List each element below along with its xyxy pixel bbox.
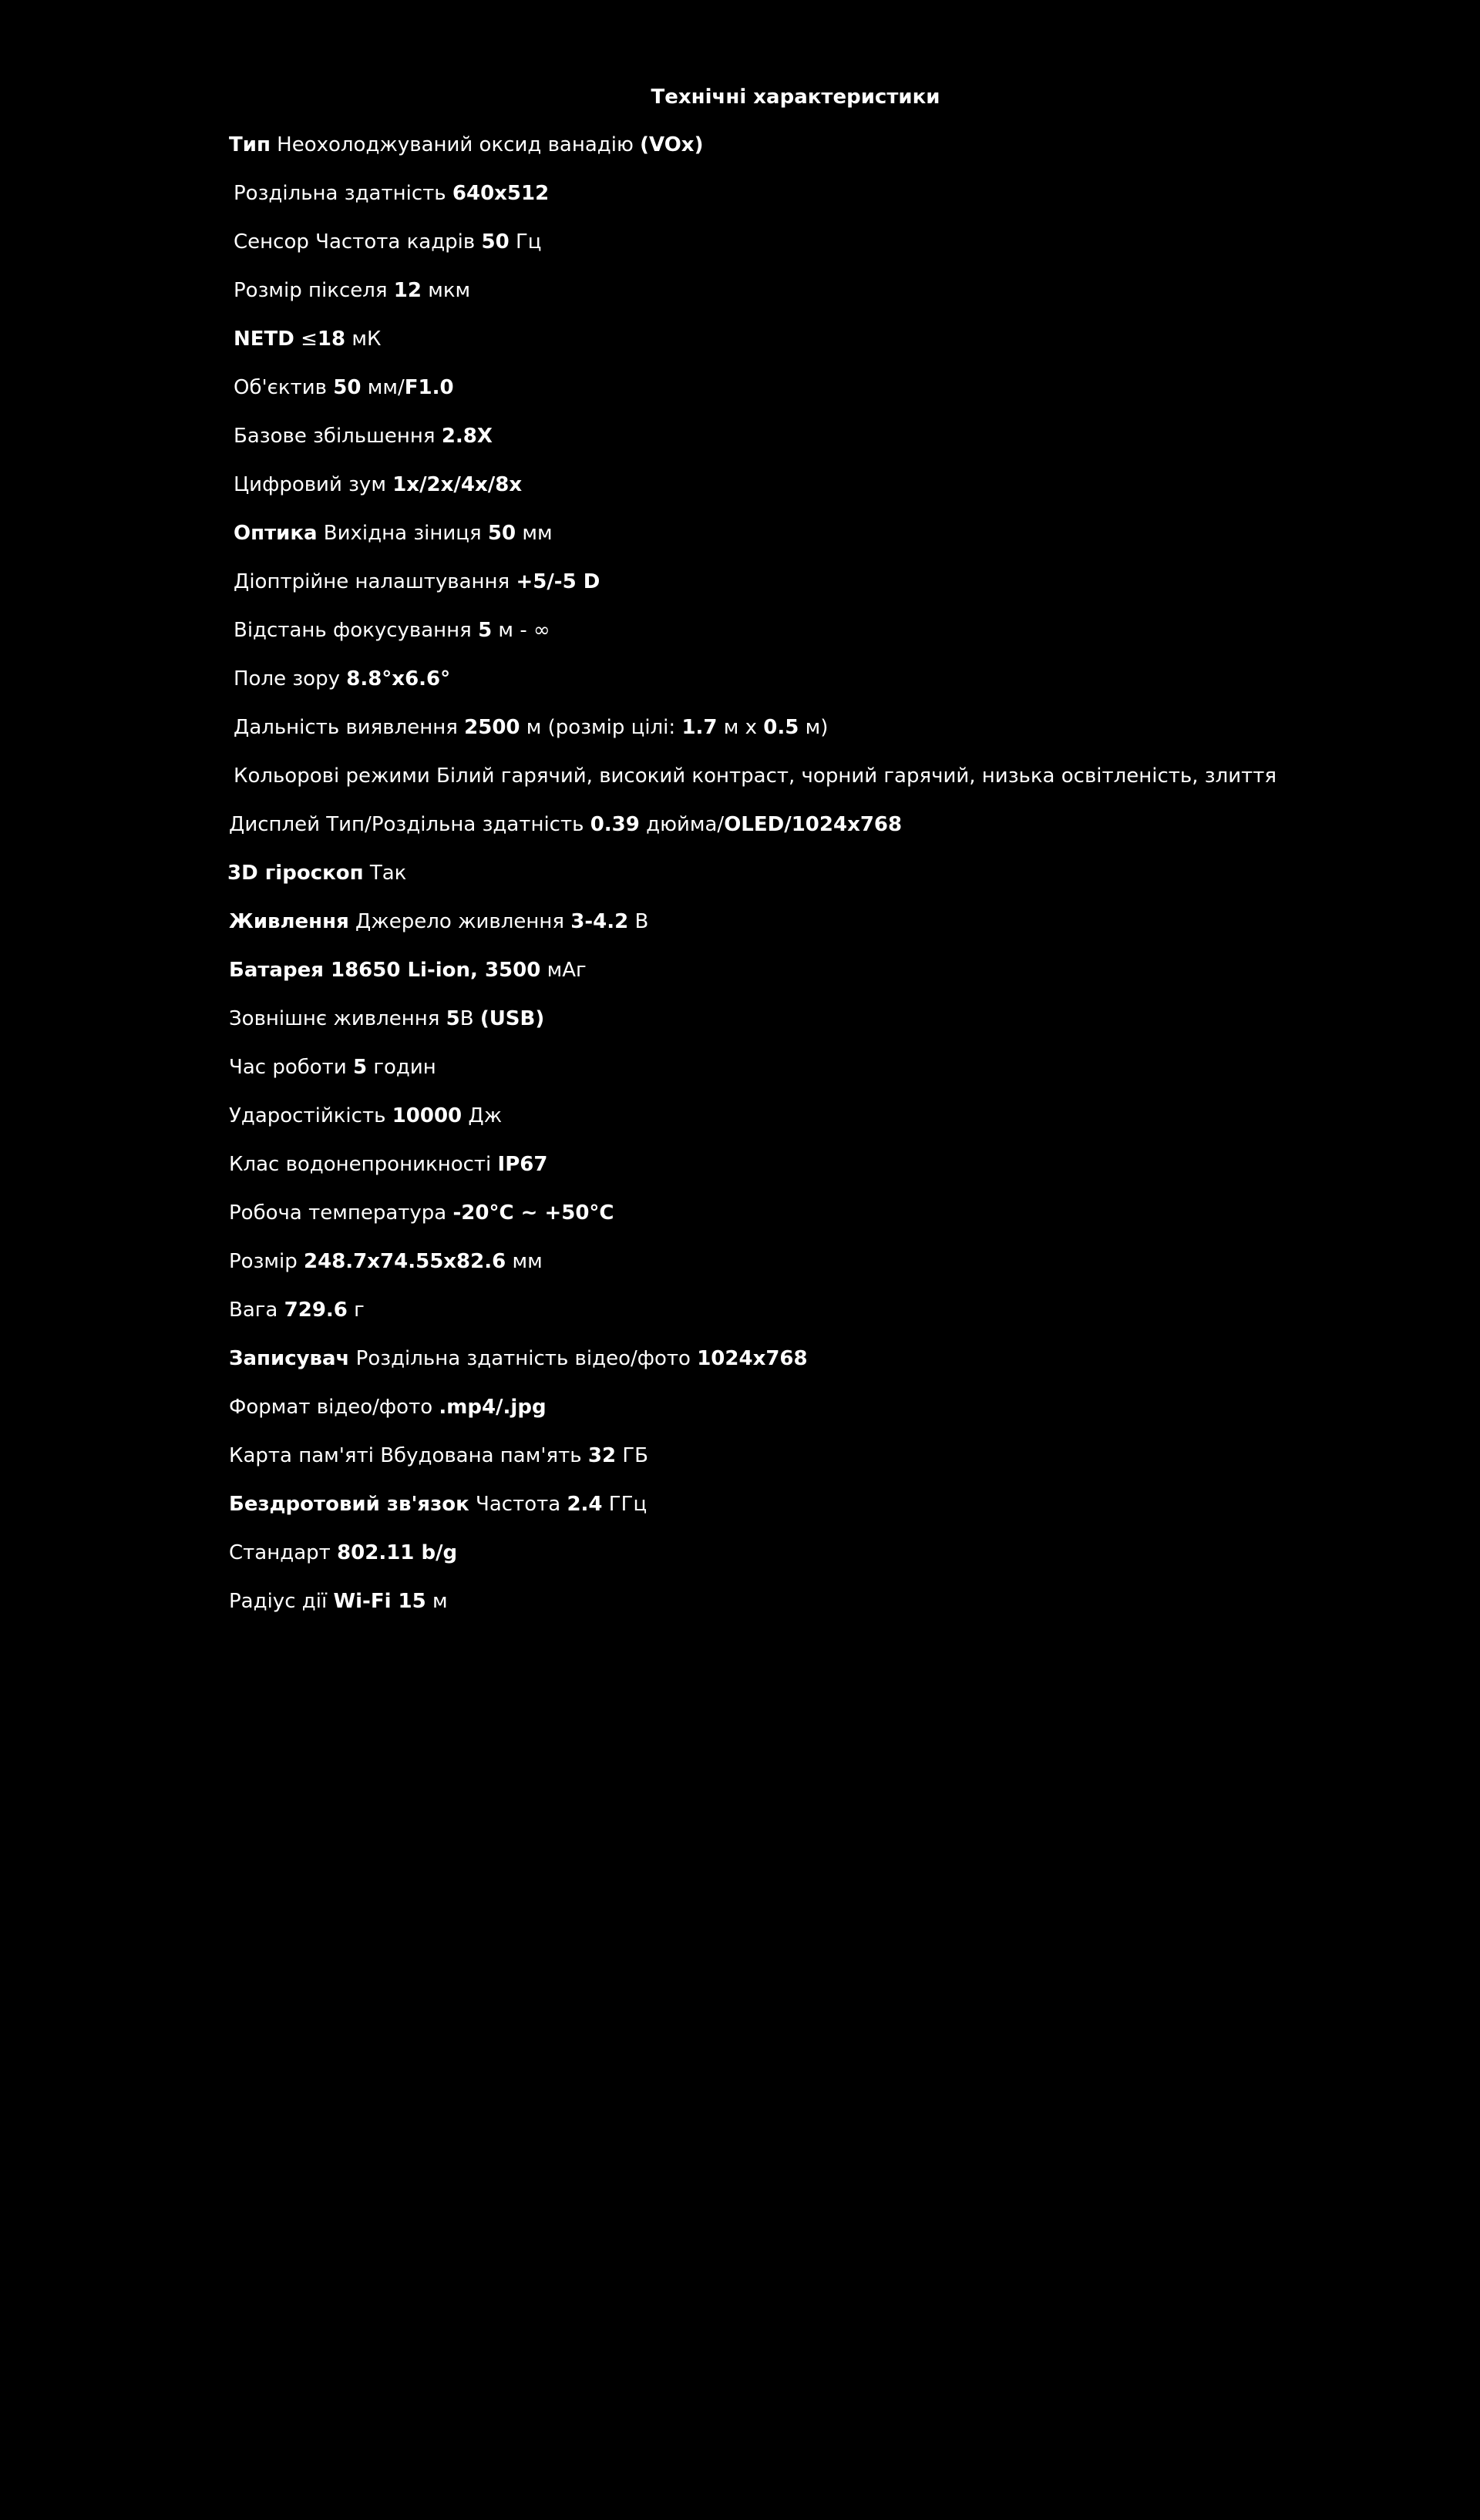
spec-text: Розмір	[229, 1250, 304, 1273]
spec-value: -20°C ~ +50°C	[452, 1201, 614, 1225]
spec-value: (USB)	[479, 1007, 545, 1030]
spec-text: Клас водонепроникності	[229, 1153, 498, 1176]
spec-unit: Дж	[462, 1104, 503, 1127]
spec-text: Роздільна здатність відео/фото	[349, 1347, 698, 1370]
spec-value: 1024x768	[697, 1347, 808, 1370]
spec-row-type	[229, 128, 1431, 176]
spec-text: Джерело живлення	[348, 910, 571, 933]
spec-unit: дюйма/	[639, 813, 725, 836]
spec-row-color-modes	[229, 759, 1431, 808]
spec-value: 18	[317, 328, 346, 351]
spec-value: F1.0	[404, 376, 454, 399]
spec-text: Дальність виявлення	[234, 716, 465, 739]
spec-value: OLED/1024x768	[724, 813, 903, 836]
spec-text: Час роботи	[229, 1056, 353, 1079]
spec-unit: мм	[516, 522, 553, 545]
spec-row-media-format	[229, 1390, 1431, 1439]
spec-text: Відстань фокусування	[234, 619, 479, 642]
spec-row-power	[229, 905, 1431, 953]
spec-text: Вихідна зіниця	[317, 522, 488, 545]
spec-value: 12	[393, 279, 422, 302]
spec-value: 2.4	[567, 1493, 603, 1516]
spec-value: 1.7	[681, 716, 718, 739]
spec-unit: годин	[367, 1056, 436, 1079]
spec-row-frame-rate	[229, 225, 1431, 274]
spec-value: .mp4/.jpg	[439, 1396, 547, 1419]
spec-value: 0.39	[590, 813, 640, 836]
spec-row-resolution	[229, 176, 1431, 225]
spec-text: м (розмір цілі:	[520, 716, 682, 739]
spec-text: Розмір пікселя	[234, 279, 394, 302]
spec-row-external-power	[229, 1002, 1431, 1050]
spec-value: 802.11 b/g	[337, 1541, 458, 1564]
spec-text: м x	[717, 716, 764, 739]
spec-text: Формат відео/фото	[229, 1396, 439, 1419]
spec-text: Сенсор Частота кадрів	[234, 230, 482, 254]
spec-unit: мК	[345, 328, 382, 351]
spec-row-operating-temperature	[229, 1196, 1431, 1245]
spec-value: 3-4.2	[570, 910, 629, 933]
spec-unit: мм/	[361, 376, 405, 399]
spec-value: 640x512	[452, 182, 550, 205]
spec-label: NETD	[234, 328, 294, 351]
spec-row-diopter	[229, 565, 1431, 613]
spec-unit: ГБ	[616, 1444, 649, 1467]
spec-row-recorder	[229, 1342, 1431, 1390]
spec-row-netd	[229, 322, 1431, 371]
spec-row-optics	[229, 516, 1431, 565]
spec-text: Зовнішнє живлення	[229, 1007, 446, 1030]
spec-value: 2500	[464, 716, 520, 739]
spec-text: Неохолоджуваний оксид ванадію	[270, 133, 641, 156]
spec-unit: м	[426, 1590, 448, 1613]
spec-unit: В	[628, 910, 649, 933]
spec-row-gyroscope	[227, 856, 1431, 905]
spec-text: ≤	[294, 328, 318, 351]
spec-value: 1x/2x/4x/8x	[392, 473, 523, 496]
spec-label: Батарея	[229, 959, 324, 982]
spec-row-runtime	[229, 1050, 1431, 1099]
spec-unit: В	[459, 1007, 480, 1030]
spec-value: 5	[478, 619, 493, 642]
spec-text: Частота	[469, 1493, 567, 1516]
spec-value: 5	[352, 1056, 368, 1079]
spec-value: 8.8°x6.6°	[346, 667, 451, 690]
spec-row-base-magnification	[229, 419, 1431, 468]
spec-text: Роздільна здатність	[234, 182, 452, 205]
spec-value: 729.6	[284, 1299, 348, 1322]
spec-value: Wi-Fi 15	[333, 1590, 426, 1613]
spec-value: 32	[587, 1444, 617, 1467]
spec-row-display	[229, 808, 1431, 856]
spec-value: 50	[333, 376, 362, 399]
spec-value: 18650 Li-ion, 3500	[323, 959, 541, 982]
spec-text: Стандарт	[229, 1541, 338, 1564]
spec-unit: м - ∞	[492, 619, 550, 642]
spec-row-waterproof	[229, 1147, 1431, 1196]
spec-text: Карта пам'яті Вбудована пам'ять	[229, 1444, 588, 1467]
spec-row-detection-range	[229, 711, 1431, 759]
spec-unit: г	[347, 1299, 365, 1322]
spec-row-focus-distance	[229, 613, 1431, 662]
spec-label: 3D гіроскоп	[227, 862, 364, 885]
spec-unit: мкм	[421, 279, 471, 302]
spec-row-lens	[229, 371, 1431, 419]
spec-value: 10000	[392, 1104, 462, 1127]
spec-text: Поле зору	[234, 667, 347, 690]
spec-row-battery	[229, 953, 1431, 1002]
spec-value: 2.8X	[441, 425, 493, 448]
spec-row-standard	[229, 1536, 1431, 1584]
spec-row-shock-resistance	[229, 1099, 1431, 1147]
spec-value: +5/-5 D	[516, 570, 600, 593]
spec-text: Радіус дії	[229, 1590, 334, 1613]
spec-row-wifi-range	[229, 1584, 1431, 1633]
spec-label: Живлення	[229, 910, 349, 933]
spec-label: Записувач	[229, 1347, 350, 1370]
spec-text: Цифровий зум	[234, 473, 393, 496]
spec-row-digital-zoom	[229, 468, 1431, 516]
spec-label: Оптика	[234, 522, 318, 545]
spec-text: Дисплей Тип/Роздільна здатність	[229, 813, 590, 836]
spec-text: м)	[799, 716, 829, 739]
spec-text: Кольорові режими Білий гарячий, високий контраст, чорний гарячий, низька освітленість, злиття	[234, 764, 1277, 788]
spec-unit: мм	[506, 1250, 543, 1273]
spec-value: IP67	[497, 1153, 548, 1176]
spec-unit: ГГц	[602, 1493, 648, 1516]
spec-label: Бездротовий зв'язок	[229, 1493, 469, 1516]
spec-value: 50	[481, 230, 510, 254]
spec-unit: мАг	[540, 959, 587, 982]
spec-value: 248.7x74.55x82.6	[304, 1250, 506, 1273]
spec-value: 50	[487, 522, 516, 545]
spec-text: Базове збільшення	[234, 425, 442, 448]
spec-text: Робоча температура	[229, 1201, 453, 1225]
spec-row-field-of-view	[229, 662, 1431, 711]
spec-text: Вага	[229, 1299, 284, 1322]
spec-list	[229, 128, 1431, 1633]
spec-value: (VOx)	[640, 133, 704, 156]
spec-row-wireless	[229, 1487, 1431, 1536]
spec-text: Ударостійкість	[229, 1104, 392, 1127]
spec-row-memory	[229, 1439, 1431, 1487]
spec-unit: Гц	[509, 230, 542, 254]
spec-value: 0.5	[763, 716, 799, 739]
spec-text: Об'єктив	[234, 376, 334, 399]
spec-row-dimensions	[229, 1245, 1431, 1293]
spec-label: Тип	[229, 133, 271, 156]
spec-text: Так	[363, 862, 407, 885]
spec-text: Діоптрійне налаштування	[234, 570, 516, 593]
page-title: Технічні характеристики	[651, 86, 940, 109]
spec-value: 5	[446, 1007, 460, 1030]
spec-row-weight	[229, 1293, 1431, 1342]
spec-row-pixel-size	[229, 274, 1431, 322]
